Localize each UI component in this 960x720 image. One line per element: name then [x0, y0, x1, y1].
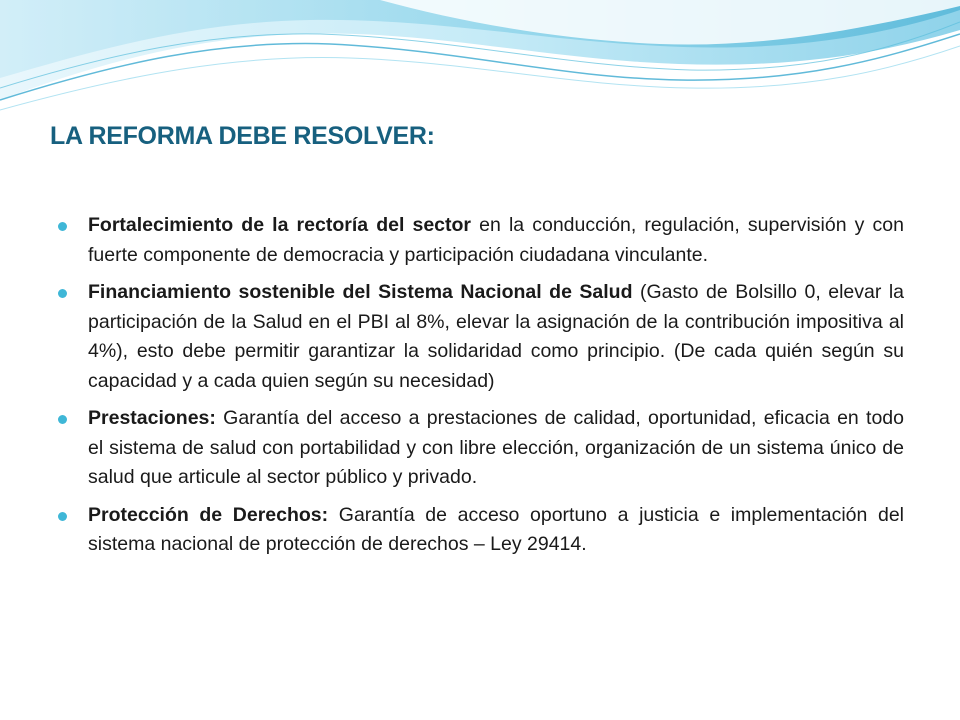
bullet-text: Garantía del acceso a prestaciones de calidad, oportunidad, eficacia en todo el sistema de salud con portabilidad y con libre elección, organización de un sistema único de salud que articule al sector público y privado. — [88, 407, 904, 488]
decorative-wave-header — [0, 0, 960, 130]
bullet-dot-icon — [58, 289, 67, 298]
bullet-text: (Gasto de Bolsillo 0, elevar la participación de la Salud en el PBI al 8%, elevar la asignación de la contribución impositiva al 4%), esto debe permitir garantizar la solidaridad como principio. (De cada quién según su capacidad y a cada quien según su necesidad) — [88, 281, 905, 392]
bullet-heading: Prestaciones: — [88, 407, 216, 429]
bullet-item-rectoria — [58, 211, 904, 270]
bullet-heading: Protección de Derechos: — [88, 503, 329, 526]
bullet-item-financiamiento — [58, 278, 904, 396]
bullet-dot-icon — [58, 512, 67, 521]
bullet-heading: Fortalecimiento de la rectoría del sector — [88, 214, 472, 236]
bullet-text: en la conducción, regulación, supervisión y con fuerte componente de democracia y participación ciudadana vinculante. — [88, 214, 904, 266]
bullet-text: Garantía de acceso oportuno a justicia e implementación del sistema nacional de protección de derechos – Ley 29414. — [88, 503, 904, 555]
bullet-dot-icon — [58, 222, 67, 231]
bullet-item-prestaciones — [58, 404, 904, 493]
bullet-item-derechos — [58, 501, 904, 560]
bullet-heading: Financiamiento sostenible del Sistema Nacional de Salud — [88, 281, 633, 303]
bullet-list — [58, 211, 904, 568]
slide-title: LA REFORMA DEBE RESOLVER: — [50, 122, 435, 150]
bullet-dot-icon — [58, 415, 67, 424]
